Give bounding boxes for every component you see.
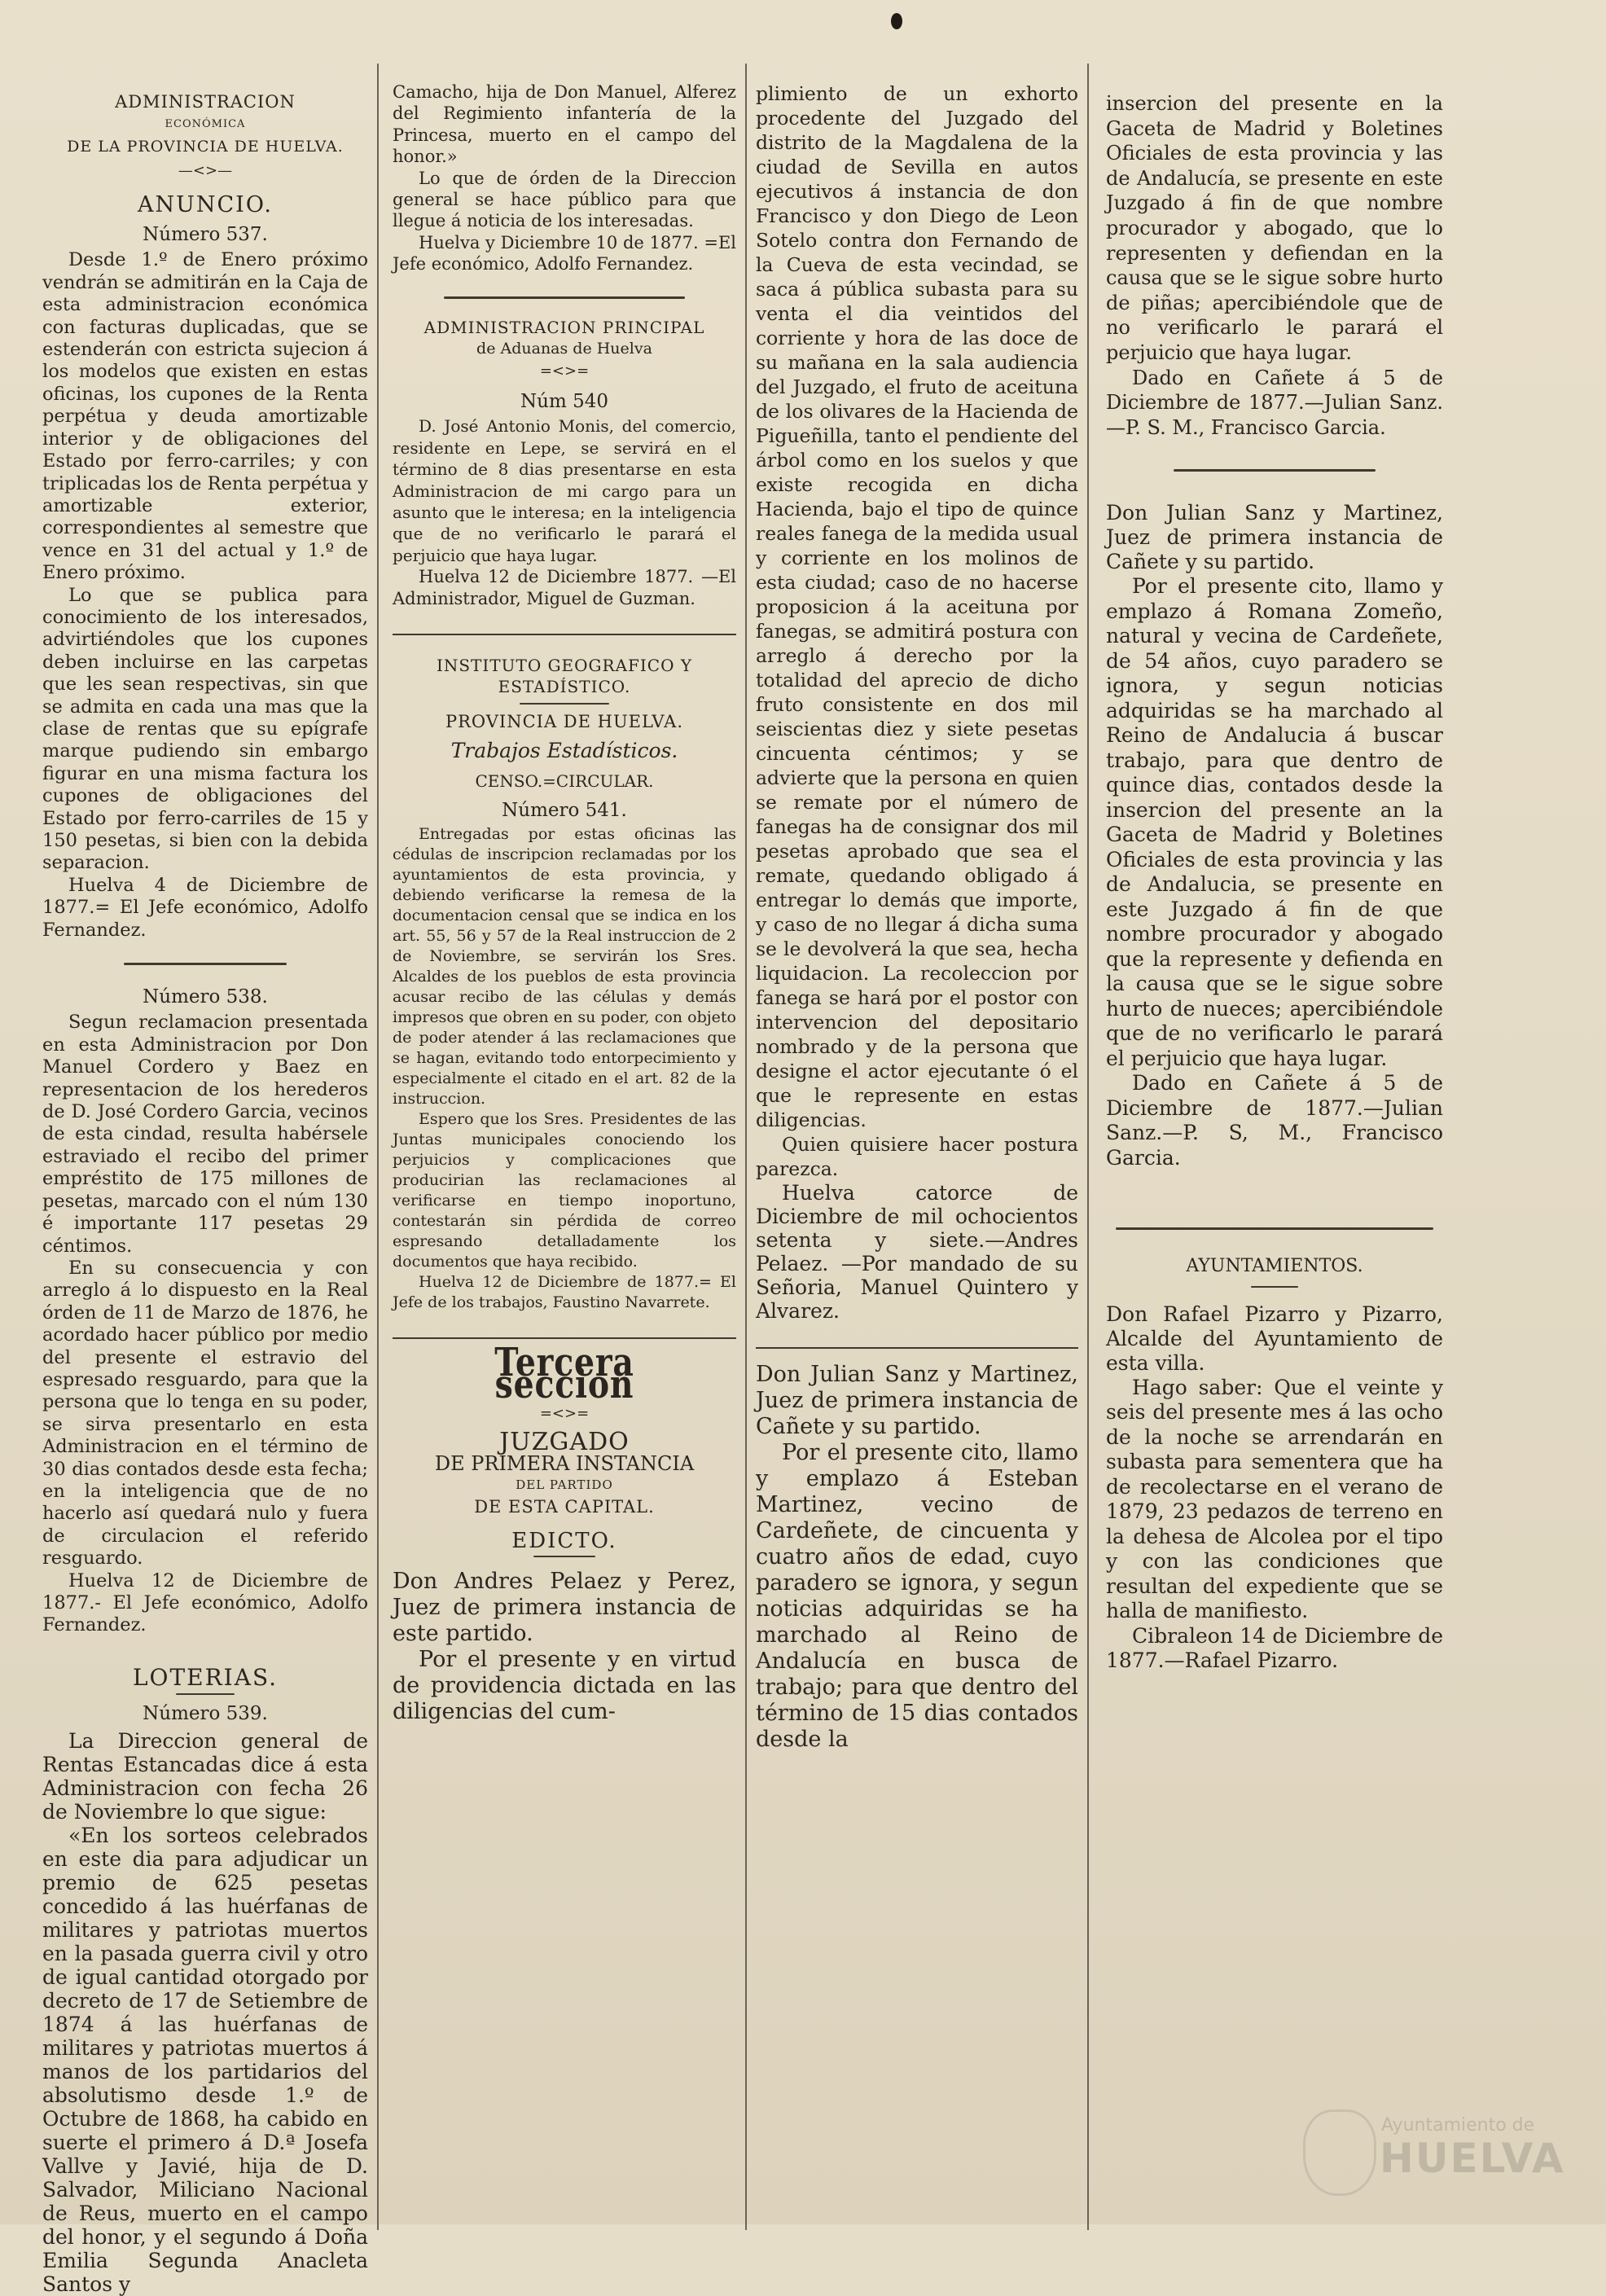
- notice-paragraph: Por el presente cito, llamo y emplazo á Romana Zomeño, natural y vecina de Cardeñete, de 54 años, cuyo paradero se ignora, y segun noticias adquiridas se ha marchado al Reino de Andalucia á buscar trabajo, para que dentro de quince dias, contados desde la insercion del presente an la Gaceta de Madrid y Boletines Oficiales de esta provincia y las de Andalucia, se presente en este Juzgado á fin de que nombre procurador y abogado que la represente y defienda en la causa que se le sigue sobre hurto de nueces; apercibiéndole que de no verificarlo le parará el perjuicio que haya lugar.: [1106, 574, 1443, 1070]
- notice-paragraph: D. José Antonio Monis, del comercio, residente en Lepe, se servirá en el término de 8 dias presentarse en esta Administracion de mi cargo para un asunto que le interesa; en la inteligencia que de no verificarlo le parará el perjuicio que haya lugar.: [393, 416, 736, 565]
- separator: [393, 634, 736, 635]
- notice-paragraph: Entregadas por estas oficinas las cédulas de inscripcion reclamadas por los ayuntamientos de esta provincia, y debiendo verificarse la remesa de la documentacion censal que se indica en los art. 55, 56 y 57 de la Real instruccion de 2 de Noviembre, se servirán los Sres. Alcaldes de los pueblos de esta provincia acusar recibo de las células y demás impresos que obren en su poder, con objeto de poder atender á las reclamaciones que se hagan, evitando todo entorpecimiento y especialmente el citado en el art. 82 de la instruccion.: [393, 825, 736, 1108]
- separator: [756, 1347, 1078, 1349]
- notice-paragraph: Lo que se publica para conocimiento de los interesados, advirtiéndoles que los cupones deben incluirse en las carpetas que les sean respectivas, sin que se admita en cada una mas que la clase de rentas que su epígrafe marque pudiendo sin embargo figurar en una misma factura los cupones de obligaciones del Estado por ferro-carriles de 15 y 150 pesetas, si bien con la debida separacion.: [42, 584, 368, 874]
- notice-signature: Huelva 12 de Diciembre de 1877.- El Jefe económico, Adolfo Fernandez.: [42, 1569, 368, 1636]
- separator: [1116, 1227, 1433, 1230]
- notice-paragraph: En su consecuencia y con arreglo á lo dispuesto en la Real órden de 11 de Marzo de 1876, he acordado hacer público por medio del presente el estravio del espresado resguardo, para que la persona que lo tenga en su poder, se sirva presentarlo en esta Administracion en el término de 30 dias contados desde esta fecha; en la inteligencia que de no hacerlo así quedará nulo y fuera de circulacion el referido resguardo.: [42, 1257, 368, 1569]
- notice-paragraph: Por el presente y en virtud de providencia dictada en las diligencias del cum-: [393, 1646, 736, 1724]
- separator: [520, 703, 609, 705]
- edicto-heading: EDICTO.: [511, 1529, 617, 1554]
- notice-signature: Huelva catorce de Diciembre de mil ochocientos setenta y siete.—Andres Pelaez. —Por mandado de su Señoria, Manuel Quintero y Alvarez.: [756, 1181, 1078, 1323]
- notice-signature: Dado en Cañete á 5 de Diciembre de 1877.—Julian Sanz.—P. S. M., Francisco Garcia.: [1106, 366, 1443, 439]
- admin-title: ADMINISTRACION: [115, 92, 296, 112]
- ornament: =<>=: [539, 362, 590, 380]
- admin-province: DE LA PROVINCIA DE HUELVA.: [67, 137, 344, 156]
- notice-number: Número 541.: [502, 799, 627, 821]
- notice-signature: Huelva 12 de Diciembre de 1877.= El Jefe de los trabajos, Faustino Navarrete.: [393, 1273, 736, 1312]
- judge-header: Don Andres Pelaez y Perez, Juez de primera instancia de este partido.: [393, 1568, 736, 1646]
- column-3: [756, 81, 1078, 1753]
- notice-signature: Huelva 12 de Diciembre 1877. —El Administrador, Miguel de Guzman.: [393, 567, 736, 608]
- judge-header: Don Julian Sanz y Martinez, Juez de primera instancia de Cañete y su partido.: [1106, 501, 1443, 574]
- separator: [444, 296, 684, 299]
- aduanas-subtitle: de Aduanas de Huelva: [476, 340, 652, 358]
- ink-blot: [891, 13, 902, 29]
- watermark-line1: Ayuntamiento de: [1381, 2115, 1535, 2136]
- admin-subtitle: ECONÓMICA: [165, 118, 246, 131]
- coat-of-arms-icon: [1303, 2109, 1376, 2196]
- instituto-title: INSTITUTO GEOGRAFICO Y ESTADÍSTICO.: [436, 655, 693, 697]
- heading-loterias: LOTERIAS.: [132, 1663, 279, 1691]
- notice-paragraph: Por el presente cito, llamo y emplazo á Esteban Martinez, vecino de Cardeñete, de cincuenta y cuatro años de edad, cuyo paradero se ignora, y segun noticias adquiridas se ha marchado al Reino de Andalucía en busca de trabajo; para que dentro del término de 15 dias contados desde la: [756, 1440, 1078, 1752]
- notice-paragraph: Segun reclamacion presentada en esta Administracion por Don Manuel Cordero y Baez en representacion de los herederos de D. José Cordero Garcia, vecinos de esta cindad, resulta habérsele estraviado el recibo del primer empréstito de 175 millones de pesetas, marcado con el núm 130 é importante 117 pesetas 29 céntimos.: [42, 1012, 368, 1257]
- ayuntamientos-heading: AYUNTAMIENTOS.: [1186, 1256, 1363, 1277]
- notice-paragraph: Quien quisiere hacer postura parezca.: [756, 1133, 1078, 1180]
- notice-paragraph: «En los sorteos celebrados en este dia para adjudicar un premio de 625 pesetas concedido á las huérfanas de militares y patriotas muertos en la pasada guerra civil y otro de igual cantidad otorgado por decreto de 17 de Setiembre de 1874 á las huérfanas de militares y patriotas muertos á manos de los partidarios del absolutismo desde 1.º de Octubre de 1868, ha cabido en suerte el primero á D.ª Josefa Vallve y Javié, hija de D. Salvador, Miliciano Nacional de Reus, muerto en el campo del honor, y el segundo á Doña Emilia Segunda Anacleta Santos y: [42, 1823, 368, 2296]
- separator: [176, 1693, 235, 1695]
- juzgado-heading: JUZGADO: [499, 1427, 630, 1456]
- column-rule: [377, 64, 379, 2230]
- notice-paragraph: Camacho, hija de Don Manuel, Alferez del Regimiento infantería de la Princesa, muerto en el campo del honor.»: [393, 82, 736, 167]
- column-2: [393, 81, 736, 1725]
- censo-heading: CENSO.=CIRCULAR.: [475, 770, 654, 791]
- watermark-line2: HUELVA: [1380, 2135, 1565, 2182]
- notice-paragraph: plimiento de un exhorto procedente del Juzgado del distrito de la Magdalena de la ciudad de Sevilla en autos ejecutivos á instancia de don Francisco y don Diego de Leon Sotelo contra don Fernando de la Cueva de esta vecindad, se saca á pública subasta para su venta el dia veintidos del corriente y hora de las doce de su mañana en la sala audiencia del Juzgado, el fruto de aceituna de los olivares de la Hacienda de Pigueñilla, tanto el pendiente del árbol como en los suelos y que existe recogida en dicha Hacienda, bajo el tipo de quince reales fanega de la medida usual y corriente en los molinos de esta ciudad; caso de no hacerse proposicion á la aceituna por fanegas, se admitirá postura con arreglo á derecho por la totalidad del aprecio de dicho fruto consistente en dos mil seiscientas diez y siete pesetas cincuenta céntimos; y se advierte que la persona en quien se remate por el número de fanegas ha de consignar dos mil pesetas aprobado que sea el remate, quedando obligado á entregar lo demás que importe, y caso de no llegar á dicha suma se le devolverá la que sea, hecha liquidacion. La recoleccion por fanega se hará por el postor con intervencion del depositario nombrado y de la persona que designe el actor ejecutante ó el que le represente en estas diligencias.: [756, 82, 1078, 1131]
- province-heading: PROVINCIA DE HUELVA.: [445, 711, 684, 731]
- notice-paragraph: Desde 1.º de Enero próximo vendrán se admitirán en la Caja de esta administracion económica con facturas duplicadas, que se estenderán con estricta sujecion á los modelos que existen en estas oficinas, los cupones de la Renta perpétua y deuda amortizable interior y de obligaciones del Estado por ferro-carriles; y con triplicadas los de Renta perpétua y amortizable exterior, correspondientes al semestre que vence en 31 del actual y 1.º de Enero próximo.: [42, 249, 368, 584]
- partido-heading: DEL PARTIDO: [516, 1477, 613, 1493]
- separator: [124, 963, 287, 965]
- notice-number: Núm 540: [520, 390, 608, 412]
- column-1: [42, 91, 368, 2296]
- separator: [533, 1556, 595, 1557]
- judge-header: Don Julian Sanz y Martinez, Juez de primera instancia de Cañete y su partido.: [756, 1362, 1078, 1439]
- notice-paragraph: La Direccion general de Rentas Estancadas dice á esta Administracion con fecha 26 de Noviembre lo que sigue:: [42, 1728, 368, 1824]
- column-rule: [745, 64, 747, 2230]
- archive-watermark: [1303, 2105, 1580, 2195]
- notice-number: Número 539.: [143, 1703, 268, 1725]
- heading-anuncio: ANUNCIO.: [138, 191, 273, 217]
- separator: [1251, 1286, 1298, 1288]
- section-title: Tercera seccion: [494, 1340, 634, 1407]
- column-4: [1106, 91, 1443, 1674]
- notice-number: Número 537.: [143, 224, 268, 246]
- notice-paragraph: Lo que de órden de la Direccion general se hace público para que llegue á noticia de los interesadas.: [393, 168, 736, 231]
- instancia-heading: DE PRIMERA INSTANCIA: [434, 1452, 695, 1475]
- separator: [393, 1337, 736, 1339]
- notice-paragraph: Hago saber: Que el veinte y seis del presente mes á las ocho de la noche se arrendarán en subasta para sementera que ha de recolectarse en el verano de 1879, 23 pedazos de terreno en la dehesa de Alcolea por el tipo y con las condiciones que resultan del expediente que se halla de manifiesto.: [1106, 1375, 1443, 1623]
- trabajos-heading: Trabajos Estadísticos.: [450, 739, 678, 763]
- aduanas-title: ADMINISTRACION PRINCIPAL: [423, 317, 705, 337]
- notice-paragraph: insercion del presente en la Gaceta de Madrid y Boletines Oficiales de esta provincia y las de Andalucía, se presente en este Juzgado á fin de que nombre procurador y abogado, que lo representen y defiendan en la causa que se le sigue sobre hurto de piñas; apercibiéndole que de no verificarlo le parará el perjuicio que haya lugar.: [1106, 92, 1443, 364]
- column-rule: [1087, 64, 1089, 2230]
- notice-signature: Huelva y Diciembre 10 de 1877. =El Jefe económico, Adolfo Fernandez.: [393, 232, 736, 274]
- capital-heading: DE ESTA CAPITAL.: [474, 1496, 655, 1517]
- mayor-header: Don Rafael Pizarro y Pizarro, Alcalde del Ayuntamiento de esta villa.: [1106, 1302, 1443, 1375]
- ornament: =<>=: [539, 1405, 590, 1423]
- notice-number: Número 538.: [143, 986, 268, 1008]
- notice-paragraph: Espero que los Sres. Presidentes de las Juntas municipales conociendo los perjuicios y complicaciones que producirian las reclamaciones al verificarse en tiempo inoportuno, contestarán sin pérdida de correo espresando detalladamente los documentos que haya recibido.: [393, 1110, 736, 1271]
- separator: [1174, 469, 1376, 472]
- notice-signature: Cibraleon 14 de Diciembre de 1877.—Rafael Pizarro.: [1106, 1623, 1443, 1673]
- notice-signature: Huelva 4 de Diciembre de 1877.= El Jefe económico, Adolfo Fernandez.: [42, 874, 368, 941]
- ornament: —<>—: [178, 162, 233, 180]
- notice-signature: Dado en Cañete á 5 de Diciembre de 1877.—Julian Sanz.—P. S, M., Francisco Garcia.: [1106, 1071, 1443, 1170]
